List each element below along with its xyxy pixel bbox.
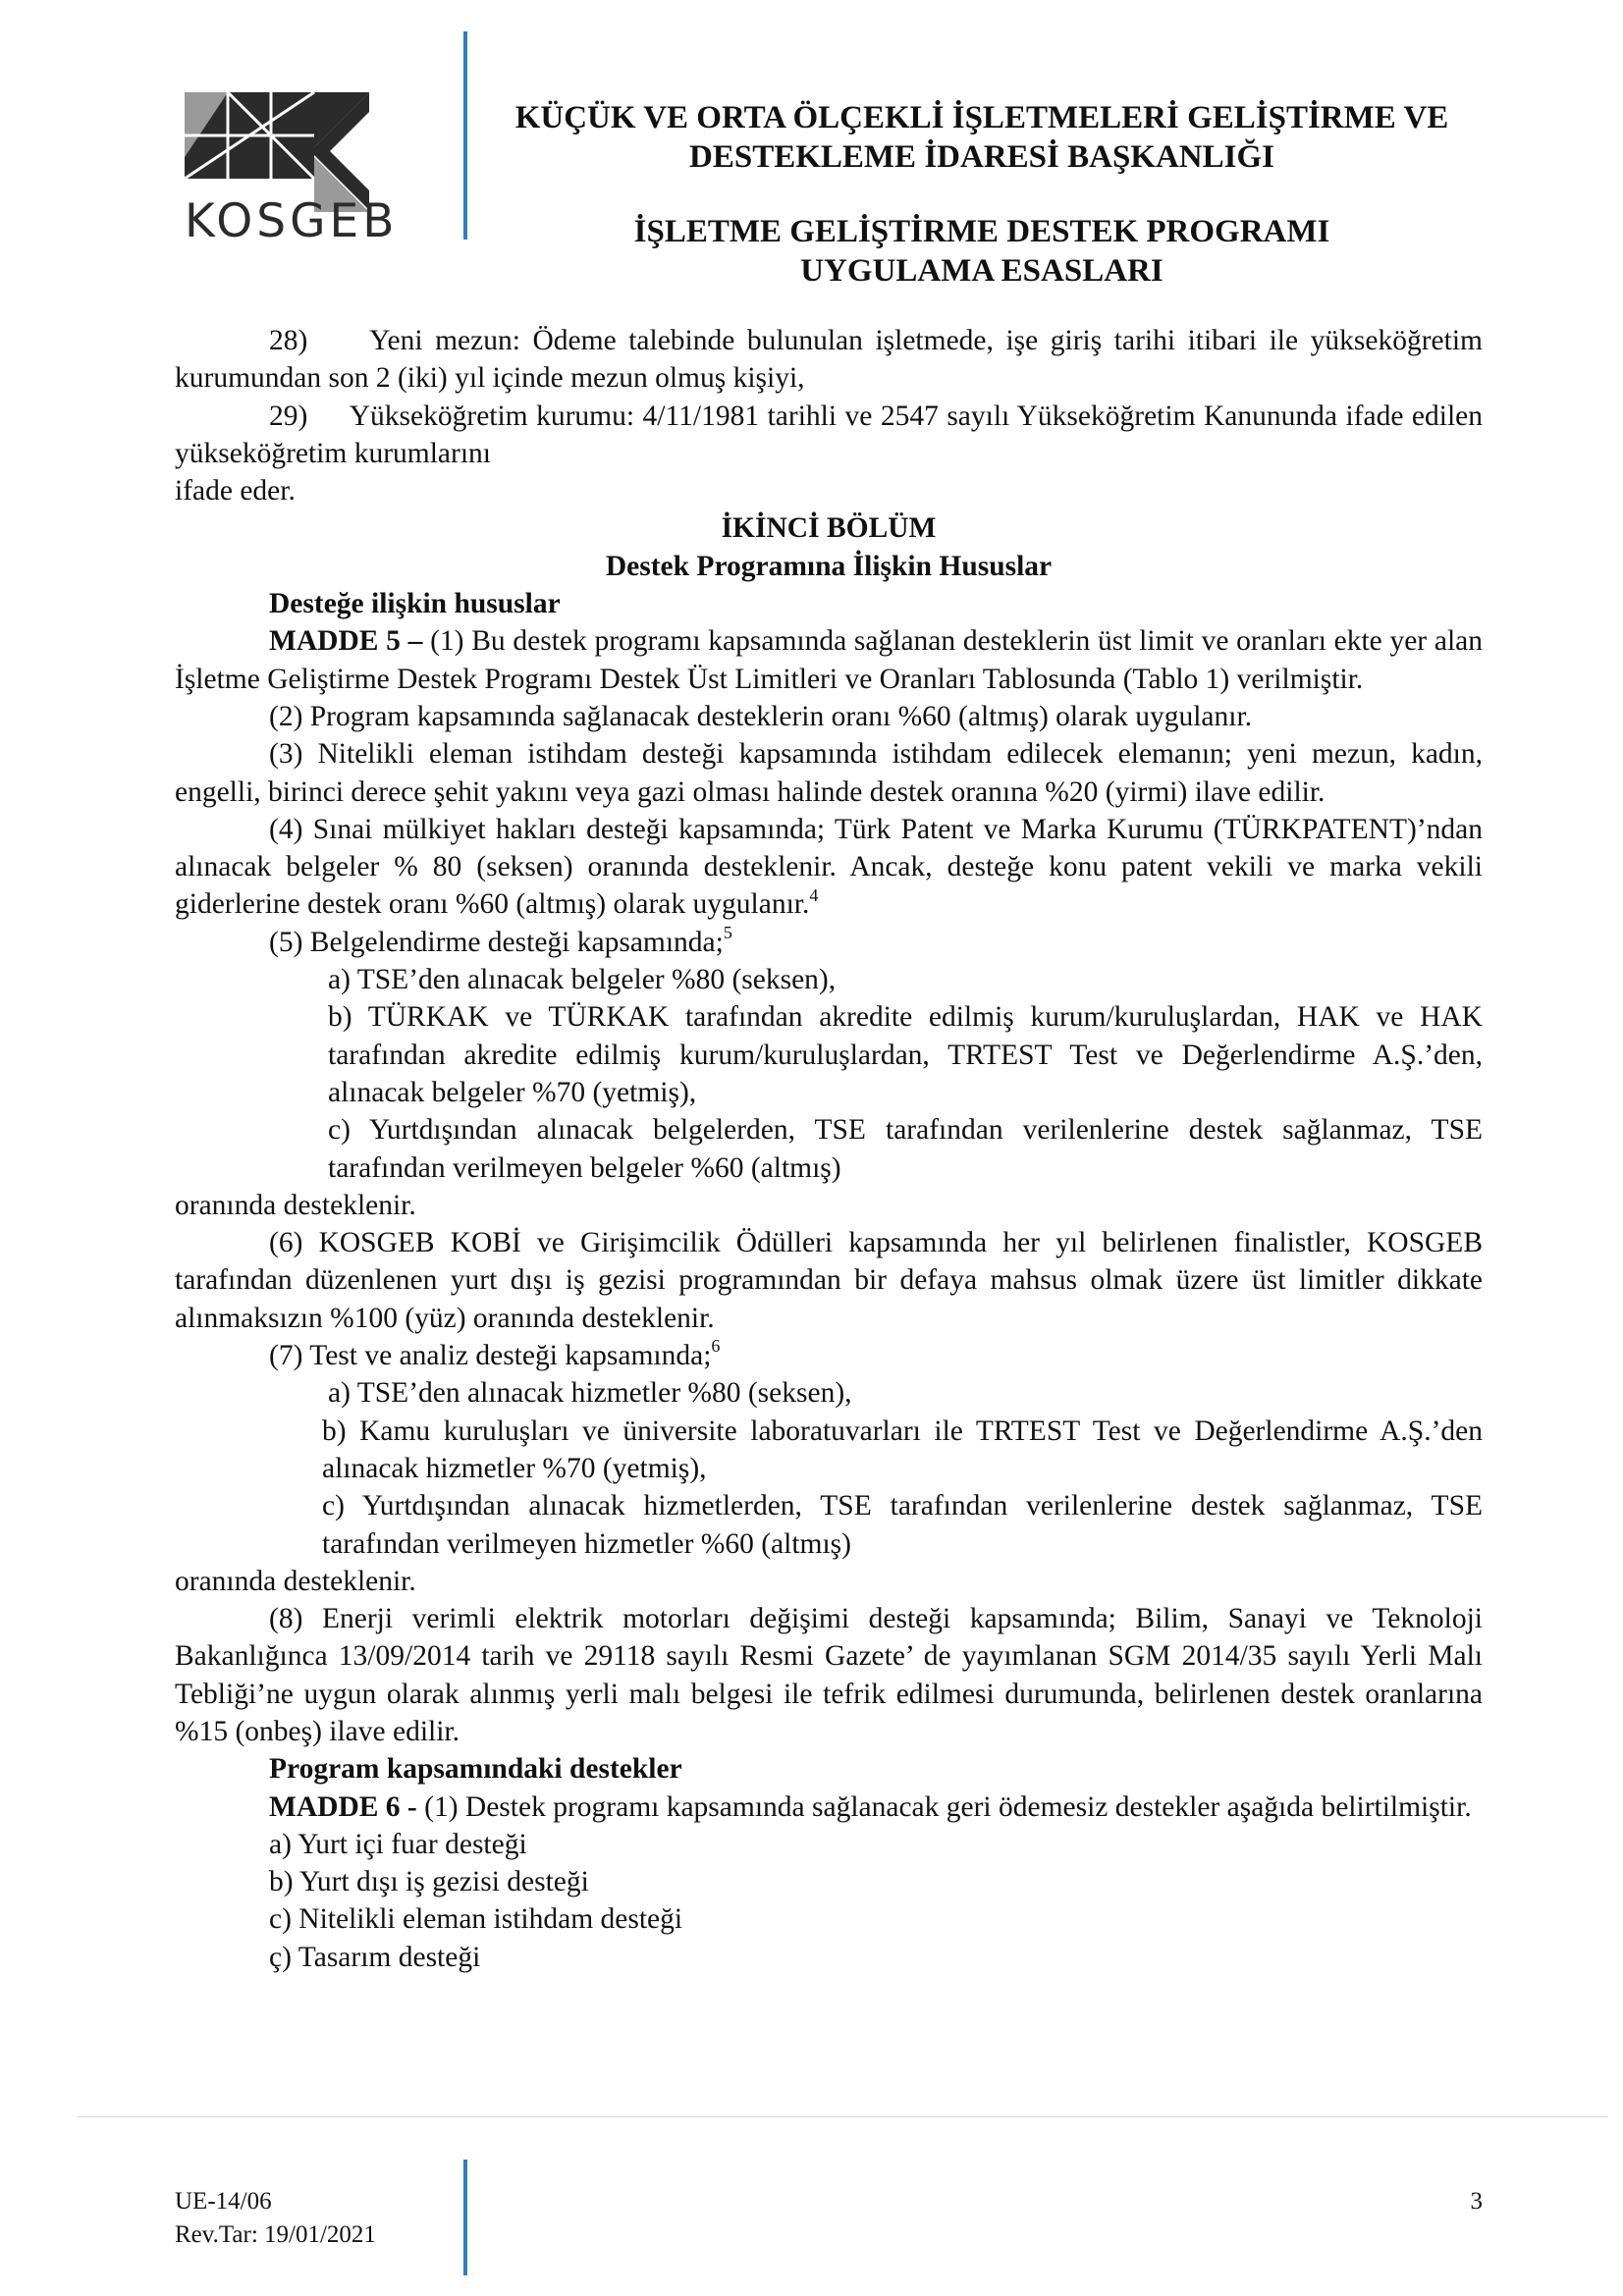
document-title <box>491 212 1473 291</box>
logo-wordmark: KOSGEB <box>185 194 399 248</box>
section-subtitle: Destek Programına İlişkin Hususlar <box>605 550 1053 582</box>
madde-5-7-end: oranında desteklenir. <box>175 1565 416 1597</box>
footnote-ref-5: 5 <box>723 922 732 942</box>
madde-5-paragraph-5-text: (5) Belgelendirme desteği kapsamında; <box>269 926 724 958</box>
madde-5-5-b: b) TÜRKAK ve TÜRKAK tarafından akredite edilmiş kurum/kuruluşlardan, HAK ve HAK tarafından akredite edilmiş kurum/kuruluşlardan, TRTEST Test ve Değerlendirme A.Ş.’den, alınacak belgeler %70 (yetmiş), <box>328 1001 1483 1108</box>
list-item: ç) Tasarım desteği <box>269 1941 481 1973</box>
org-title-line-1: KÜÇÜK VE ORTA ÖLÇEKLİ İŞLETMELERİ GELİŞTİRME VE <box>514 100 1449 135</box>
madde-5-7-a: a) TSE’den alınacak hizmetler %80 (seksen), <box>328 1377 852 1410</box>
madde-5-7-c: c) Yurtdışından alınacak hizmetlerden, TSE tarafından verilenlerine destek sağlanmaz, TSE tarafından verilmeyen hizmetler %60 (altmış) <box>322 1490 1483 1560</box>
madde-5-paragraph-4-text: (4) Sınai mülkiyet hakları desteği kapsamında; Türk Patent ve Marka Kurumu (TÜRKPATENT)’ndan alınacak belgeler % 80 (seksen) oranında desteklenir. Ancak, desteğe konu patent vekili ve marka vekili giderlerine destek oranı %60 (altmış) olarak uygulanır. <box>175 813 1483 921</box>
madde-5-paragraph-4 <box>175 811 1483 924</box>
madde-6-text: (1) Destek programı kapsamında sağlanacak geri ödemesiz destekler aşağıda belirtilmiştir. <box>416 1790 1472 1823</box>
madde-5-5-a: a) TSE’den alınacak belgeler %80 (seksen), <box>328 964 837 996</box>
madde-5-5-c: c) Yurtdışından alınacak belgelerden, TSE tarafından verilenlerine destek sağlanmaz, TSE tarafından verilmeyen belgeler %60 (altmış) <box>328 1114 1483 1184</box>
definition-28: 28) Yeni mezun: Ödeme talebinde bulunulan işletmede, işe giriş tarihi itibari ile yükseköğretim kurumundan son 2 (iki) yıl içinde mezun olmuş kişiyi, <box>175 325 1483 395</box>
list-item: b) Yurt dışı iş gezisi desteği <box>269 1866 589 1898</box>
footer-divider <box>77 2116 1608 2117</box>
document-code: UE-14/06 <box>175 2188 272 2215</box>
madde-5-label: MADDE 5 – <box>269 625 423 658</box>
doc-title-line-1: İŞLETME GELİŞTİRME DESTEK PROGRAMI <box>633 214 1330 249</box>
madde-5-paragraph-1 <box>175 622 1483 698</box>
madde-5-paragraph-8: (8) Enerji verimli elektrik motorları değişimi desteği kapsamında; Bilim, Sanayi ve Teknoloji Bakanlığınca 13/09/2014 tarih ve 29118 sayılı Resmi Gazete’ de yayımlanan SGM 2014/35 sayılı Yerli Malı Tebliği’ne uygun olarak alınmış yerli malı belgesi ile tefrik edilmesi durumunda, belirlenen destek oranlarına %15 (onbeş) ilave edilir. <box>175 1603 1483 1747</box>
madde-5-paragraph-6: (6) KOSGEB KOBİ ve Girişimcilik Ödülleri kapsamında her yıl belirlenen finalistler, KOSGEB tarafından düzenlenen yurt dışı iş gezisi programından bir defaya mahsus olmak üzere üst limitler dikkate alınmaksızın %100 (yüz) oranında desteklenir. <box>175 1227 1483 1334</box>
madde-5-paragraph-7 <box>175 1337 1483 1374</box>
madde-6-paragraph-1 <box>175 1789 1483 1826</box>
footnote-ref-4: 4 <box>809 884 819 905</box>
madde-5-text: (1) Bu destek programı kapsamında sağlanan desteklerin üst limit ve oranları ekte yer alan İşletme Geliştirme Destek Programı Destek Üst Limitleri ve Oranları Tablosunda (Tablo 1) verilmiştir. <box>175 625 1483 695</box>
definition-29: 29) Yükseköğretim kurumu: 4/11/1981 tarihli ve 2547 sayılı Yükseköğretim Kanununda ifade edilen yükseköğretim kurumlarını <box>175 400 1483 469</box>
madde-5-paragraph-5 <box>175 924 1483 961</box>
madde-5-5-end: oranında desteklenir. <box>175 1189 416 1221</box>
header-divider <box>463 31 467 240</box>
section-title: İKİNCİ BÖLÜM <box>721 512 937 545</box>
heading-program-kapsamindaki: Program kapsamındaki destekler <box>269 1753 682 1786</box>
document-body <box>175 322 1483 1976</box>
madde-5-7-b: b) Kamu kuruluşları ve üniversite laboratuvarları ile TRTEST Test ve Değerlendirme A.Ş.’den alınacak hizmetler %70 (yetmiş), <box>322 1415 1483 1484</box>
heading-destege-iliskin: Desteğe ilişkin hususlar <box>269 588 561 620</box>
madde-5-paragraph-7-text: (7) Test ve analiz desteği kapsamında; <box>269 1340 712 1372</box>
madde-5-paragraph-3: (3) Nitelikli eleman istihdam desteği kapsamında istihdam edilecek elemanın; yeni mezun, kadın, engelli, birinci derece şehit yakını veya gazi olması halinde destek oranına %20 (yirmi) ilave edilir. <box>175 738 1483 808</box>
doc-title-line-2: UYGULAMA ESASLARI <box>800 253 1163 289</box>
madde-6-label: MADDE 6 - <box>269 1790 417 1823</box>
ifade-eder: ifade eder. <box>175 475 296 507</box>
organization-title <box>491 98 1473 177</box>
madde-5-paragraph-2: (2) Program kapsamında sağlanacak desteklerin oranı %60 (altmış) olarak uygulanır. <box>269 700 1253 732</box>
page-number: 3 <box>1470 2188 1483 2215</box>
list-item: a) Yurt içi fuar desteği <box>269 1828 527 1860</box>
revision-date: Rev.Tar: 19/01/2021 <box>175 2221 376 2248</box>
list-item: c) Nitelikli eleman istihdam desteği <box>269 1903 683 1936</box>
footnote-ref-6: 6 <box>711 1336 721 1357</box>
footer-document-info <box>175 2185 376 2252</box>
org-title-line-2: DESTEKLEME İDARESİ BAŞKANLIĞI <box>689 139 1274 175</box>
footer-accent-bar <box>463 2160 467 2275</box>
